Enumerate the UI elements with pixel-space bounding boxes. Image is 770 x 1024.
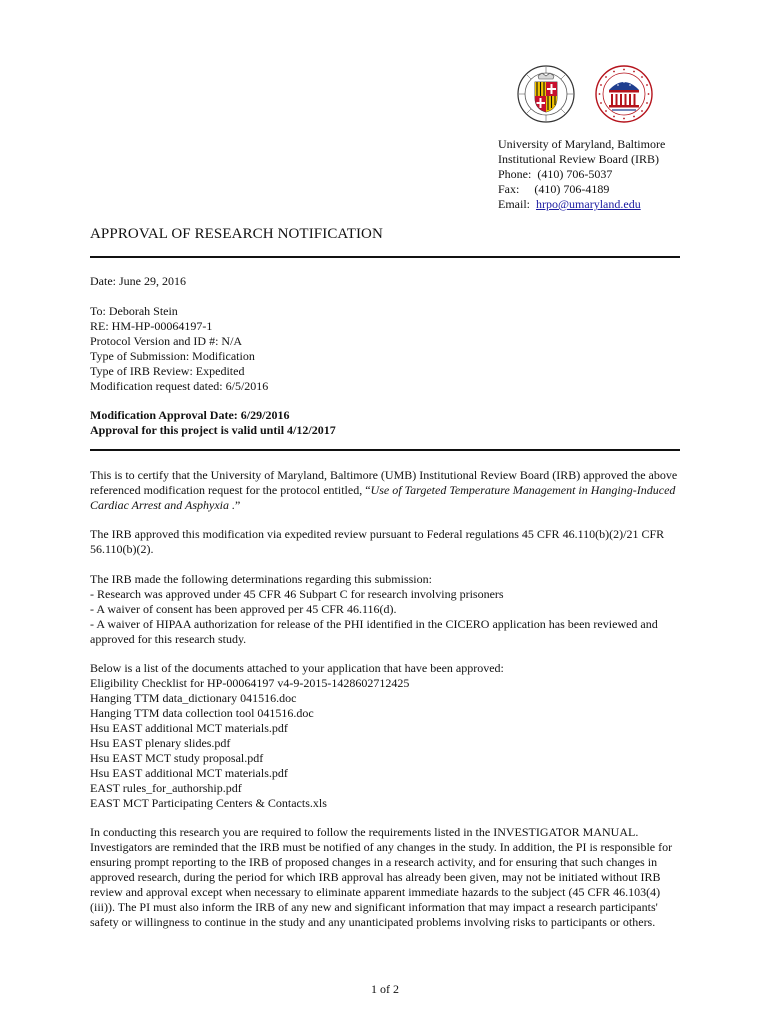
certification-paragraph: [90, 468, 682, 513]
certification-text: This is to certify that the University of Maryland, Baltimore (UMB) Institutional Review Board (IRB) approved the above referenced modification request for the protocol entitled, “: [90, 468, 678, 497]
document-item: Hsu EAST plenary slides.pdf: [90, 736, 231, 750]
expedited-text: The IRB approved this modification via expedited review pursuant to Federal regulations 45 CFR 46.110(b)(2)/21 CFR 56.110(b)(2).: [90, 527, 665, 556]
documents-intro: Below is a list of the documents attached to your application that have been approved:: [90, 661, 504, 675]
determinations-intro: The IRB made the following determinations regarding this submission:: [90, 572, 432, 586]
document-item: Hanging TTM data_dictionary 041516.doc: [90, 691, 297, 705]
email-link[interactable]: hrpo@umaryland.edu: [536, 197, 641, 211]
institution-name: University of Maryland, Baltimore: [498, 137, 666, 151]
info-block: [90, 304, 682, 394]
protocol-title: Use of Targeted Temperature Management in Hanging-Induced Cardiac Arrest and Asphyxia .: [90, 483, 676, 512]
approval-valid-until: Approval for this project is valid until 4/12/2017: [90, 423, 336, 437]
expedited-paragraph: [90, 527, 682, 557]
document-item: Hanging TTM data collection tool 041516.doc: [90, 706, 314, 720]
protocol-version: Protocol Version and ID #: N/A: [90, 334, 243, 348]
document-item: EAST MCT Participating Centers & Contacts.xls: [90, 796, 327, 810]
document-item: EAST rules_for_authorship.pdf: [90, 781, 242, 795]
documents-block: [90, 661, 682, 811]
email-label: Email:: [498, 197, 536, 211]
notice-date: Date: June 29, 2016: [90, 274, 186, 288]
document-item: Hsu EAST additional MCT materials.pdf: [90, 766, 288, 780]
determination-item: - A waiver of HIPAA authorization for release of the PHI identified in the CICERO application has been reviewed and approved for this research study.: [90, 617, 658, 646]
requirements-paragraph: [90, 825, 682, 930]
document-item: Hsu EAST MCT study proposal.pdf: [90, 751, 264, 765]
requirements-text: In conducting this research you are required to follow the requirements listed in the INVESTIGATOR MANUAL. Investigators are reminded that the IRB must be notified of any changes in the study. In addition, the PI is responsible for ensuring prompt reporting to the IRB of proposed changes in a research activity, and for ensuring that such changes in approved research, during the period for which IRB approval has already been given, may not be initiated without IRB review and approval except when necessary to eliminate apparent immediate hazards to the subject (45 CFR 46.103(4)(iii)). The PI must also inform the IRB of any new and significant information that may impact a research participants' safety or willingness to continue in the study and any unanticipated problems involving risks to participants or others.: [90, 825, 673, 929]
email-line: [498, 197, 665, 212]
umb-seal-logo: [516, 64, 576, 124]
approval-divider: [90, 449, 680, 451]
contact-block: [498, 137, 665, 212]
approval-date: Modification Approval Date: 6/29/2016: [90, 408, 290, 422]
determination-item: - A waiver of consent has been approved per 45 CFR 46.116(d).: [90, 602, 397, 616]
title-divider: [90, 256, 680, 258]
document-item: Eligibility Checklist for HP-00064197 v4-9-2015-1428602712425: [90, 676, 410, 690]
determinations-block: [90, 572, 682, 647]
review-type: Type of IRB Review: Expedited: [90, 364, 245, 378]
determination-item: - Research was approved under 45 CFR 46 Subpart C for research involving prisoners: [90, 587, 504, 601]
certification-close: ”: [235, 498, 241, 512]
date-block: [90, 274, 682, 289]
document-item: Hsu EAST additional MCT materials.pdf: [90, 721, 288, 735]
page-title: APPROVAL OF RESEARCH NOTIFICATION: [90, 226, 383, 242]
fax-line: Fax: (410) 706-4189: [498, 182, 610, 196]
submission-type: Type of Submission: Modification: [90, 349, 255, 363]
recipient: To: Deborah Stein: [90, 304, 178, 318]
hrpo-seal-logo: [594, 64, 654, 124]
approval-block: [90, 408, 682, 438]
irb-name: Institutional Review Board (IRB): [498, 152, 659, 166]
page-number: 1 of 2: [371, 982, 399, 996]
reference-number: RE: HM-HP-00064197-1: [90, 319, 213, 333]
seals: [516, 64, 656, 128]
phone-line: Phone: (410) 706-5037: [498, 167, 613, 181]
request-date: Modification request dated: 6/5/2016: [90, 379, 269, 393]
